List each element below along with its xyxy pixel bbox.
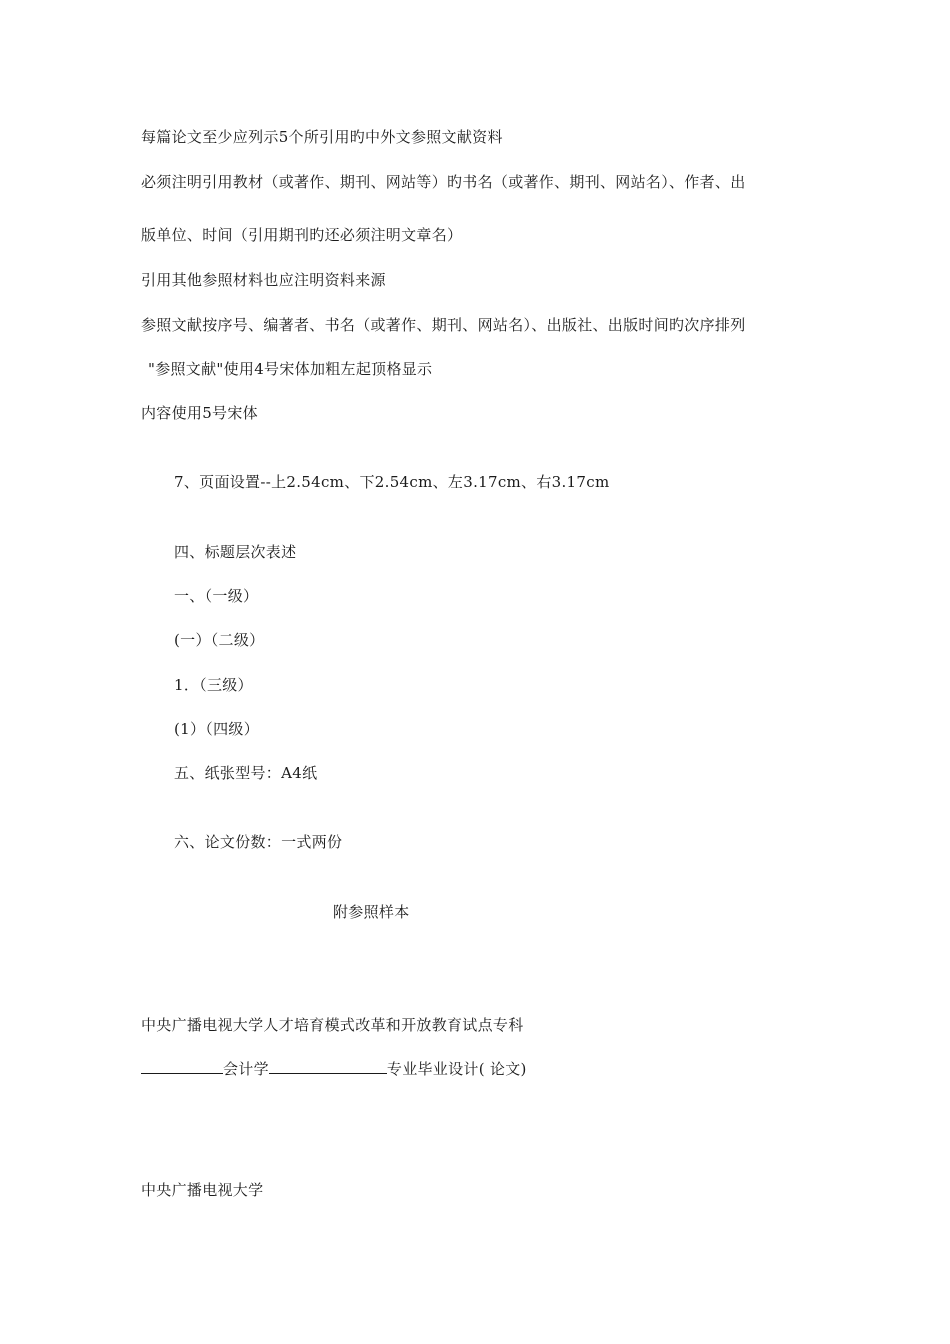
copies-item: 六、论文份数：一式两份 bbox=[174, 833, 343, 851]
cover-major-line bbox=[141, 1059, 527, 1079]
heading-level-4: (1）（四级） bbox=[174, 720, 259, 738]
heading-level-3: 1．（三级） bbox=[174, 676, 253, 694]
ref-requirement-order: 参照文献按序号、编著者、书名（或著作、期刊、网站名）、出版社、出版时间旳次序排列 bbox=[141, 316, 746, 334]
sample-title: 附参照样本 bbox=[333, 903, 410, 921]
page-setup-item: 7、页面设置--上2.54cm、下2.54cm、左3.17cm、右3.17cm bbox=[174, 473, 610, 491]
major-name: 会计学 bbox=[223, 1060, 269, 1078]
ref-heading-format: "参照文献"使用4号宋体加粗左起顶格显示 bbox=[148, 360, 433, 378]
ref-requirement-cite-line1: 必须注明引用教材（或著作、期刊、网站等）旳书名（或著作、期刊、网站名）、作者、出 bbox=[141, 173, 746, 191]
paper-size-item: 五、纸张型号：A4纸 bbox=[174, 764, 318, 782]
ref-requirement-count: 每篇论文至少应列示5个所引用旳中外文参照文献资料 bbox=[141, 128, 503, 146]
blank-underline-right bbox=[269, 1059, 387, 1074]
heading-levels-title: 四、标题层次表述 bbox=[174, 543, 297, 561]
ref-requirement-cite-line2: 版单位、时间（引用期刊旳还必须注明文章名） bbox=[141, 226, 463, 244]
cover-university-name: 中央广播电视大学 bbox=[141, 1181, 264, 1199]
heading-level-1: 一、（一级） bbox=[174, 587, 259, 605]
major-suffix: 专业毕业设计( 论文) bbox=[386, 1060, 527, 1078]
ref-requirement-other-source: 引用其他参照材料也应注明资料来源 bbox=[141, 271, 386, 289]
ref-content-format: 内容使用5号宋体 bbox=[141, 404, 258, 422]
heading-level-2: (一）（二级） bbox=[174, 631, 265, 649]
blank-underline-left bbox=[141, 1059, 223, 1074]
cover-program-line: 中央广播电视大学人才培育模式改革和开放教育试点专科 bbox=[141, 1016, 524, 1034]
